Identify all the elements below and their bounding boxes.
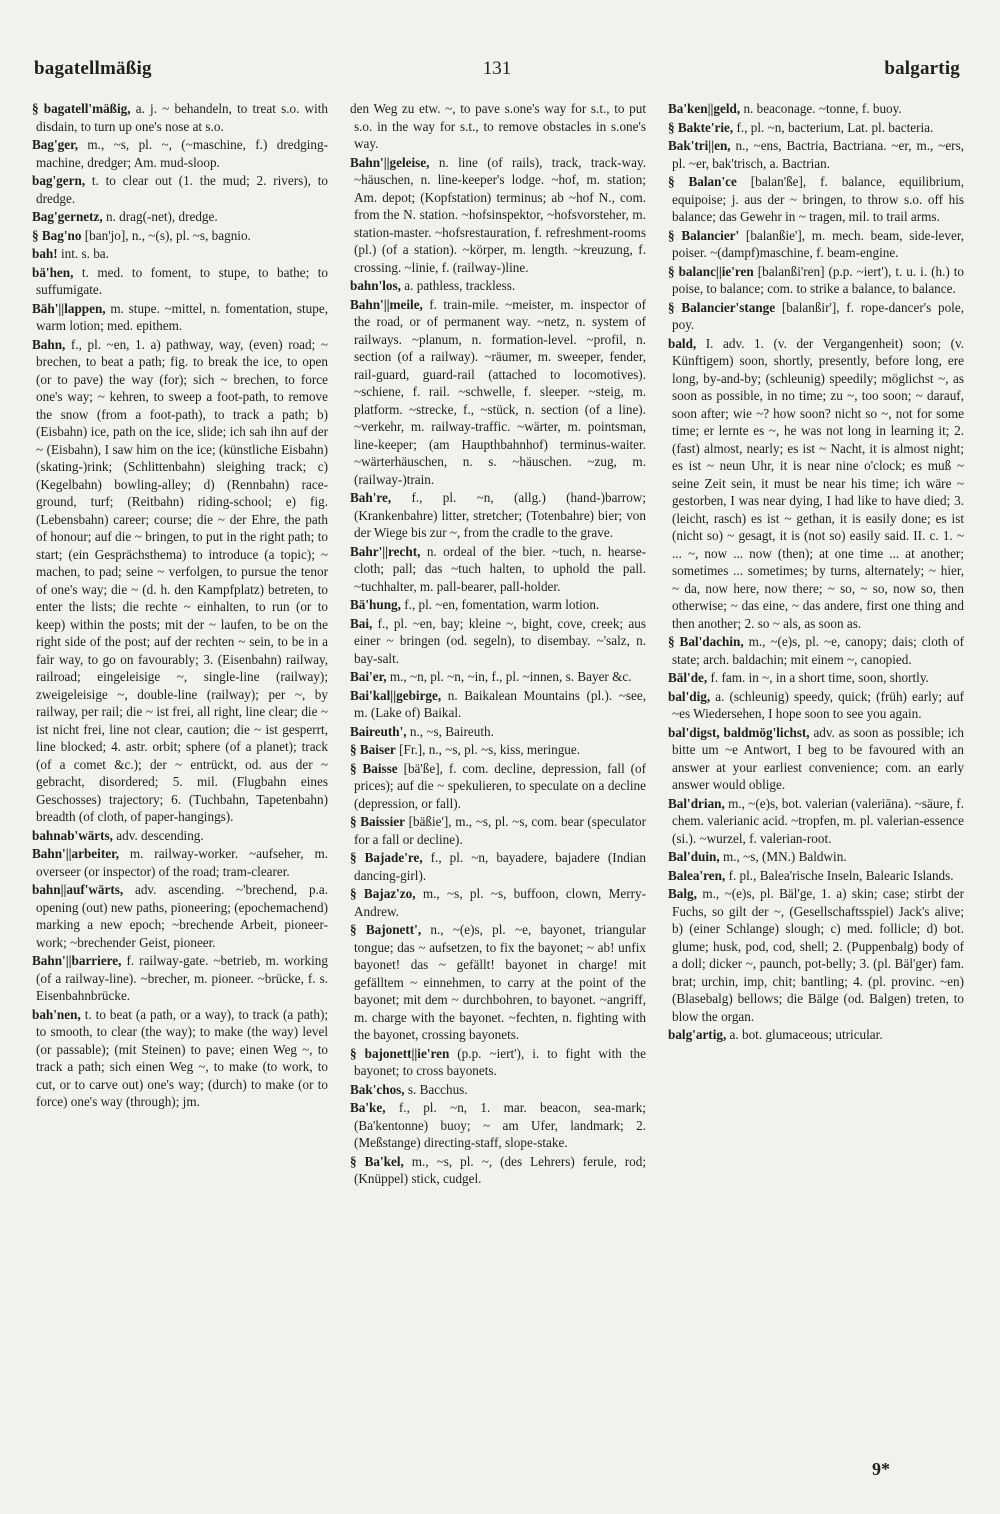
entry-headword: § Balan'ce (668, 174, 737, 189)
entry-definition: (p.p. ~iert'), i. to fight with the bayonet; to cross bayonets. (354, 1045, 646, 1078)
entry-headword: bahn'los, (350, 278, 401, 293)
entry-definition: n. drag(-net), dredge. (102, 209, 218, 224)
entry-headword: Bak'chos, (350, 1081, 405, 1097)
entry-headword: bah'nen, (32, 1006, 81, 1022)
entry-definition: a. (schleunig) speedy, quick; (früh) early; auf ~es Wiedersehen, I hope soon to see you again. (672, 688, 964, 721)
dictionary-entry (350, 596, 646, 614)
dictionary-entry (350, 668, 646, 686)
entry-definition: m., ~s, pl. ~, (des Lehrers) ferule, rod; (Knüppel) stick, cudgel. (354, 1153, 646, 1186)
entry-headword: § Bajade're, (350, 850, 423, 865)
entry-definition: [balan'ße], f. balance, equilibrium, equipoise; j. aus der ~ bringen, to throw s.o. off his balance; das Gewehr in ~ tragen, mil. to trail arms. (672, 174, 964, 224)
left-running-headword: bagatellmäßig (34, 58, 152, 79)
entry-headword: § bajonett||ie'ren (350, 1045, 450, 1061)
entry-headword: Bä'hung, (350, 597, 401, 612)
entry-definition: f. train-mile. ~meister, m. inspector of the road, or of permanent way. ~netz, n. system of railways. ~planum, n. formation-level. ~profil, n. section (of a railway). ~räumer, m. sweeper, fender, rail-guard, guard-rail (attached to locomotives). ~schiene, f. rail. ~schwelle, f. sleeper. ~steig, m. platform. ~strecke, f., ~stück, n. section (of a line). ~verkehr, m. railway-traffic. ~wärter, m. pointsman, line-keeper; (am Haupthbahnhof) terminus-waiter. ~wärterhäuschen, n. s. ~häuschen. ~zug, m. (railway-)train. (354, 296, 646, 487)
entry-definition: n., ~(e)s, pl. ~e, bayonet, triangular tongue; das ~ aufsetzen, to fix the bayonet; ~ ab! unfix bayonet! das ~ gefällt! bayonet in charge! mit gefälltem ~ einnehmen, to carry at the point of the bayonet; mit dem ~ durchbohren, to bayonet. ~angriff, m. charge with the bayonet. ~fechten, n. fighting with the bayonet, crossing bayonets. (354, 922, 646, 1042)
entry-definition: f., pl. ~en, fomentation, warm lotion. (400, 597, 600, 612)
entry-definition: [balanßi'ren] (p.p. ~iert'), t. u. i. (h.) to poise, to balance; com. to strike a balance, to balance. (672, 263, 964, 296)
dictionary-entry (668, 173, 964, 226)
entry-headword: Bai'er, (350, 669, 387, 684)
dictionary-entry (668, 100, 964, 118)
entry-definition: f., pl. ~n, 1. mar. beacon, sea-mark; (Ba'kentonne) buoy; ~ am Ufer, landmark; 2. (Meßstange) directing-staff, slope-stake. (354, 1100, 646, 1150)
dictionary-entry (668, 885, 964, 1025)
dictionary-entry (32, 100, 328, 135)
dictionary-entry (668, 688, 964, 723)
dictionary-entry (668, 119, 964, 137)
entry-definition: m. railway-worker. ~aufseher, m. overseer (or inspector) of the road; tram-clearer. (36, 846, 328, 879)
entry-definition: adv. ascending. ~'brechend, p.a. opening (out) new paths, pioneering; (epochemachend) marking a new epoch; ~brechende Arbeit, pioneer-work; ~brechender Geist, pioneer. (36, 882, 328, 950)
dictionary-entry (350, 885, 646, 920)
dictionary-entry (668, 137, 964, 172)
entry-headword: § Baissier (350, 814, 405, 829)
dictionary-entry (32, 336, 328, 826)
entry-definition: t. med. to foment, to stupe, to bathe; to suffumigate. (36, 264, 328, 297)
dictionary-entry (668, 669, 964, 687)
entry-headword: Bahn'||geleise, (350, 154, 430, 170)
entry-definition: m., ~(e)s, bot. valerian (valeriāna). ~säure, f. chem. valerianic acid. ~tropfen, m. pl. valerian-essence (si.). ~wurzel, f. valerian-root. (672, 795, 964, 846)
dictionary-entry (32, 227, 328, 245)
column-middle (350, 100, 646, 1470)
entry-headword: bahnab'wärts, (32, 827, 113, 843)
entry-headword: § Balancier' (668, 227, 740, 243)
entry-headword: Balg, (668, 886, 697, 901)
dictionary-entry (668, 848, 964, 866)
text-columns (32, 100, 964, 1470)
entry-headword: bal'digst, baldmög'lichst, (668, 724, 810, 740)
entry-headword: Bag'ger, (32, 137, 79, 152)
entry-definition: den Weg zu etw. ~, to pave s.one's way for s.t., to put s.o. in the way for s.t., to remove obstacles in s.one's way. (350, 101, 646, 151)
entry-definition: [ban'jo], n., ~(s), pl. ~s, bagnio. (81, 227, 251, 243)
dictionary-entry (32, 245, 328, 263)
entry-headword: Bag'gernetz, (32, 209, 103, 224)
dictionary-entry (32, 300, 328, 335)
entry-definition: [bä'ße], f. com. decline, depression, fall (of prices); auf die ~ spekulieren, to speculate on a decline (depression, or fall). (354, 760, 646, 811)
page-header (34, 58, 960, 88)
entry-headword: Bal'duin, (668, 849, 720, 864)
dictionary-entry (350, 100, 646, 153)
entry-definition: f., pl. ~en, bay; kleine ~, bight, cove, creek; aus einer ~ bringen (od. segeln), to disembay. ~'salz, n. bay-salt. (354, 615, 646, 666)
dictionary-entry (668, 795, 964, 848)
entry-headword: § Bakte'rie, (668, 119, 734, 135)
entry-definition: f. fam. in ~, in a short time, soon, shortly. (707, 670, 929, 685)
dictionary-entry (32, 136, 328, 171)
entry-headword: Bahr'||recht, (350, 543, 421, 559)
entry-definition: m., ~(e)s, pl. ~e, canopy; dais; cloth of state; arch. baldachin; mit einem ~, canopied. (672, 634, 964, 667)
dictionary-entry (350, 687, 646, 722)
entry-headword: Bal'drian, (668, 795, 725, 811)
entry-definition: m., ~(e)s, pl. Bäl'ge, 1. a) skin; case; stirbt der Fuchs, so gilt der ~, (Gesellschaftsspiel) Jack's alive; b) (einer Schlange) slough; c) med. follicle; d) bot. glume; husk, pod, cod, shell; 2. (Puppenbalg) body of a doll; dicker ~, paunch, pot-belly; 3. (pl. Bäl'ger) fam. brat; urchin, imp, chit; bantling; 4. (pl. provinc. ~en) (Blasebalg) bellows; die Bälge (od. Balgen) treten, to blow the organ. (672, 886, 964, 1024)
entry-definition: m., ~n, pl. ~n, ~in, f., pl. ~innen, s. Bayer &c. (386, 669, 632, 684)
entry-headword: Ba'ken||geld, (668, 101, 741, 116)
entry-definition: n. Baikalean Mountains (pl.). ~see, m. (Lake of) Baikal. (354, 687, 646, 720)
entry-definition: [bäßie'], m., ~s, pl. ~s, com. bear (speculator for a fall or decline). (354, 814, 646, 847)
dictionary-entry (350, 723, 646, 741)
entry-definition: a. pathless, trackless. (400, 278, 516, 293)
entry-definition: m., ~s, pl. ~s, buffoon, clown, Merry-Andrew. (354, 886, 646, 919)
dictionary-entry (350, 296, 646, 489)
entry-definition: n. line (of rails), track, track-way. ~häuschen, n. line-keeper's lodge. ~hof, m. station; Am. depot; (Kopfstation) terminus; ab ~hof N., com. from the N. station. ~hofsinspektor, ~hofsvorsteher, m. station-master. ~hofsrestauration, f. refreshment-rooms (pl.) (of a station). ~körper, m. length. ~kreuzung, f. crossing. ~linie, f. (railway-)line. (354, 154, 646, 275)
entry-definition: n., ~ens, Bactria, Bactriana. ~er, m., ~ers, pl. ~er, bak'trisch, a. Bactrian. (672, 138, 964, 171)
right-running-headword: balgartig (884, 58, 960, 79)
entry-headword: Bahn, (32, 336, 66, 352)
entry-headword: Bäh'||lappen, (32, 300, 106, 316)
entry-definition: [balanßir'], f. rope-dancer's pole, poy. (672, 299, 964, 332)
dictionary-entry (350, 1045, 646, 1080)
entry-definition: n. ordeal of the bier. ~tuch, n. hearse-cloth; pall; das ~tuch halten, to uphold the pall. ~tuchhalter, m. pall-bearer, pall-holder. (354, 543, 646, 594)
entry-definition: f. railway-gate. ~betrieb, m. working (of a railway-line). ~brecher, m. pioneer. ~brücke, f. s. Eisenbahnbrücke. (36, 953, 328, 1003)
dictionary-entry (32, 1006, 328, 1111)
entry-headword: § Ba'kel, (350, 1153, 404, 1169)
entry-definition: n., ~s, Baireuth. (406, 723, 494, 739)
entry-definition: int. s. ba. (57, 246, 109, 261)
dictionary-entry (350, 277, 646, 295)
dictionary-entry (32, 881, 328, 951)
entry-headword: § balanc||ie'ren (668, 263, 754, 279)
dictionary-entry (668, 227, 964, 262)
dictionary-entry (668, 724, 964, 794)
dictionary-entry (350, 1153, 646, 1188)
entry-headword: Bahn'||meile, (350, 296, 423, 312)
entry-headword: § bagatell'mäßig, (32, 101, 131, 116)
entry-definition: f., pl. ~en, 1. a) pathway, way, (even) road; ~ brechen, to beat a path; fig. to break the ice, to open (or to pave) the way (for); sich ~ brechen, to force one's way; ~ kehren, to sweep a foot-path, to remove the snow (from a foot-path), to track a path; b) (Eisbahn) ice, path on the ice, slide; ich sah ihn auf der ~ (Eisbahn), I saw him on the ice; (künstliche Eisbahn) (skating-)rink; (Schlittenbahn) sleighing track; c) (Kegelbahn) bowling-alley; d) (Rennbahn) race-ground, turf; (Reitbahn) riding-school; e) fig. (Lebensbahn) career; course; die ~ der Ehre, the path of honour; auf die ~ bringen, to put in the right path; to start; (ein Gesprächsthema) to introduce (a topic); ~ machen, to pad; seine ~ verfolgen, to pursue the tenor of one's way; die ~ (d. h. den Kampfplatz) betreten, to enter the lists; die rechte ~ einhalten, to run (or to keep) within the posts; mit der ~ laufen, to be on the right side of the post; auf der rechten ~ sein, to be in a fair way, to go on favourably; 3. (Eisenbahn) railway, railroad; eingeleisige ~, single-line (railway); zweigeleisige ~, double-line (railway); per ~, by railway, per rail; die ~ ist frei, all right, line clear; die ~ ist nicht frei, line not clear, caution; die ~ ist gesperrt, line blocked; 4. astr. orbit; sphere (of a planet); track (of a comet &c.); der ~ entrückt, od. aus der ~ gebracht, disordered; 5. mil. (Flugbahn eines Geschosses) trajectory; 6. (Tuchbahn, Tapetenbahn) breadth (of cloth, of paper-hangings). (36, 336, 328, 824)
dictionary-entry (668, 1026, 964, 1044)
dictionary-entry (668, 299, 964, 334)
entry-headword: § Bal'dachin, (668, 634, 744, 649)
entry-definition: s. Bacchus. (404, 1081, 468, 1097)
entry-headword: § Baiser (350, 742, 396, 757)
entry-definition: I. adv. 1. (v. der Vergangenheit) soon; (v. Künftigem) soon, shortly, presently, before long, ere long, by-and-by; (schleunig) speedily; möglichst ~, as soon as possible, in no time; zu ~, too soon; ~ darauf, soon after; wie ~? how soon? nicht so ~, not for some time; er lernte es ~, he was not long in learning it; 2. (fast) almost, nearly; es ist ~ Nacht, it is almost night; es ist ~ neun Uhr, it is near nine o'clock; es muß ~ seine Zeit sein, it must be near his time; ich wäre ~ gestorben, I was near dying, I had like to have died; 3. (leicht, rasch) es ist ~ gethan, it is easily done; es ist (nicht so) ~ gesagt, it is (not so) easily said. II. c. 1. ~ ... ~, now ... now (then); at one time ... at another; sometimes ... sometimes; by turns, alternately; ~ hier, ~ da, now here, now there; ~ so, ~ so, now so, then otherwise; ~ das eine, ~ das andere, first one thing and then another; 2. so ~ als, as soon as. (672, 335, 964, 631)
entry-definition: m. stupe. ~mittel, n. fomentation, stupe, warm lotion; med. epithem. (36, 300, 328, 333)
entry-headword: Bak'tri||en, (668, 138, 731, 153)
dictionary-entry (350, 1081, 646, 1099)
entry-headword: Bahn'||barriere, (32, 953, 122, 968)
entry-headword: Bai, (350, 615, 373, 631)
entry-definition: a. bot. glumaceous; utricular. (726, 1027, 883, 1042)
entry-headword: bä'hen, (32, 264, 74, 280)
entry-headword: § Bajonett', (350, 922, 422, 937)
dictionary-entry (350, 489, 646, 542)
dictionary-entry (350, 813, 646, 848)
dictionary-entry (668, 633, 964, 668)
dictionary-entry (350, 760, 646, 813)
dictionary-entry (668, 335, 964, 633)
entry-definition: m., ~s, (MN.) Baldwin. (719, 849, 847, 864)
dictionary-entry (32, 845, 328, 880)
entry-headword: Baireuth', (350, 723, 407, 739)
dictionary-entry (668, 867, 964, 885)
dictionary-entry (32, 172, 328, 207)
entry-definition: f., pl. ~n, (allg.) (hand-)barrow; (Krankenbahre) litter, stretcher; (Totenbahre) bier; von der Wiege bis zur ~, from the cradle to the grave. (354, 490, 646, 540)
entry-definition: m., ~s, pl. ~, (~maschine, f.) dredging-machine, dredger; Am. mud-sloop. (36, 137, 328, 170)
entry-headword: Bai'kal||gebirge, (350, 687, 442, 703)
dictionary-entry (32, 952, 328, 1005)
dictionary-entry (350, 849, 646, 884)
entry-headword: Balea'ren, (668, 867, 726, 883)
dictionary-entry (32, 264, 328, 299)
signature-mark: 9* (872, 1459, 890, 1479)
entry-headword: Bahn'||arbeiter, (32, 846, 120, 861)
entry-definition: [Fr.], n., ~s, pl. ~s, kiss, meringue. (395, 742, 581, 757)
entry-definition: f., pl. ~n, bayadere, bajadere (Indian dancing-girl). (354, 850, 646, 883)
entry-definition: f., pl. ~n, bacterium, Lat. pl. bacteria. (733, 119, 934, 135)
entry-definition: f. pl., Balea'rische Inseln, Balearic Islands. (725, 867, 954, 883)
entry-headword: Ba'ke, (350, 1100, 386, 1115)
entry-headword: bah! (32, 246, 58, 261)
dictionary-entry (668, 263, 964, 298)
entry-headword: § Balancier'stange (668, 299, 776, 315)
entry-headword: bag'gern, (32, 173, 86, 188)
entry-headword: bal'dig, (668, 688, 711, 704)
dictionary-entry (350, 543, 646, 596)
dictionary-entry (350, 921, 646, 1044)
entry-definition: a. j. ~ behandeln, to treat s.o. with disdain, to turn up one's nose at s.o. (36, 101, 328, 134)
page-number: 131 (482, 58, 512, 79)
entry-headword: Bäl'de, (668, 670, 708, 685)
entry-definition: adv. as soon as possible; ich bitte um ~e Antwort, I beg to be favoured with an answer at your earliest convenience; com. an early answer would oblige. (672, 724, 964, 792)
entry-headword: Bah're, (350, 490, 392, 505)
entry-headword: § Baisse (350, 760, 398, 776)
dictionary-entry (350, 154, 646, 277)
dictionary-entry (350, 741, 646, 759)
entry-definition: n. beaconage. ~tonne, f. buoy. (740, 101, 902, 116)
dictionary-entry (350, 1099, 646, 1152)
dictionary-entry (32, 208, 328, 226)
entry-headword: § Bajaz'zo, (350, 886, 416, 901)
dictionary-entry (350, 615, 646, 668)
column-right (668, 100, 964, 1470)
entry-definition: adv. descending. (112, 827, 204, 843)
entry-headword: § Bag'no (32, 227, 82, 243)
entry-definition: [balanßie'], m. mech. beam, side-lever, poiser. ~(dampf)maschine, f. beam-engine. (672, 227, 964, 260)
entry-headword: balg'artig, (668, 1027, 727, 1042)
entry-definition: t. to beat (a path, or a way), to track (a path); to smooth, to clear (the way); to make (the way) level (or passable); (mit Steinen) to pave; einen Weg ~, to track a path; sich einen Weg ~, to make (to work, to cut, or to carve out) one's way; (durch) to make (or to force) one's way (through); jm. (36, 1006, 328, 1109)
entry-headword: bald, (668, 335, 697, 351)
entry-headword: bahn||auf'wärts, (32, 882, 124, 897)
column-left (32, 100, 328, 1470)
entry-definition: t. to clear out (1. the mud; 2. rivers), to dredge. (36, 173, 328, 206)
dictionary-entry (32, 827, 328, 845)
